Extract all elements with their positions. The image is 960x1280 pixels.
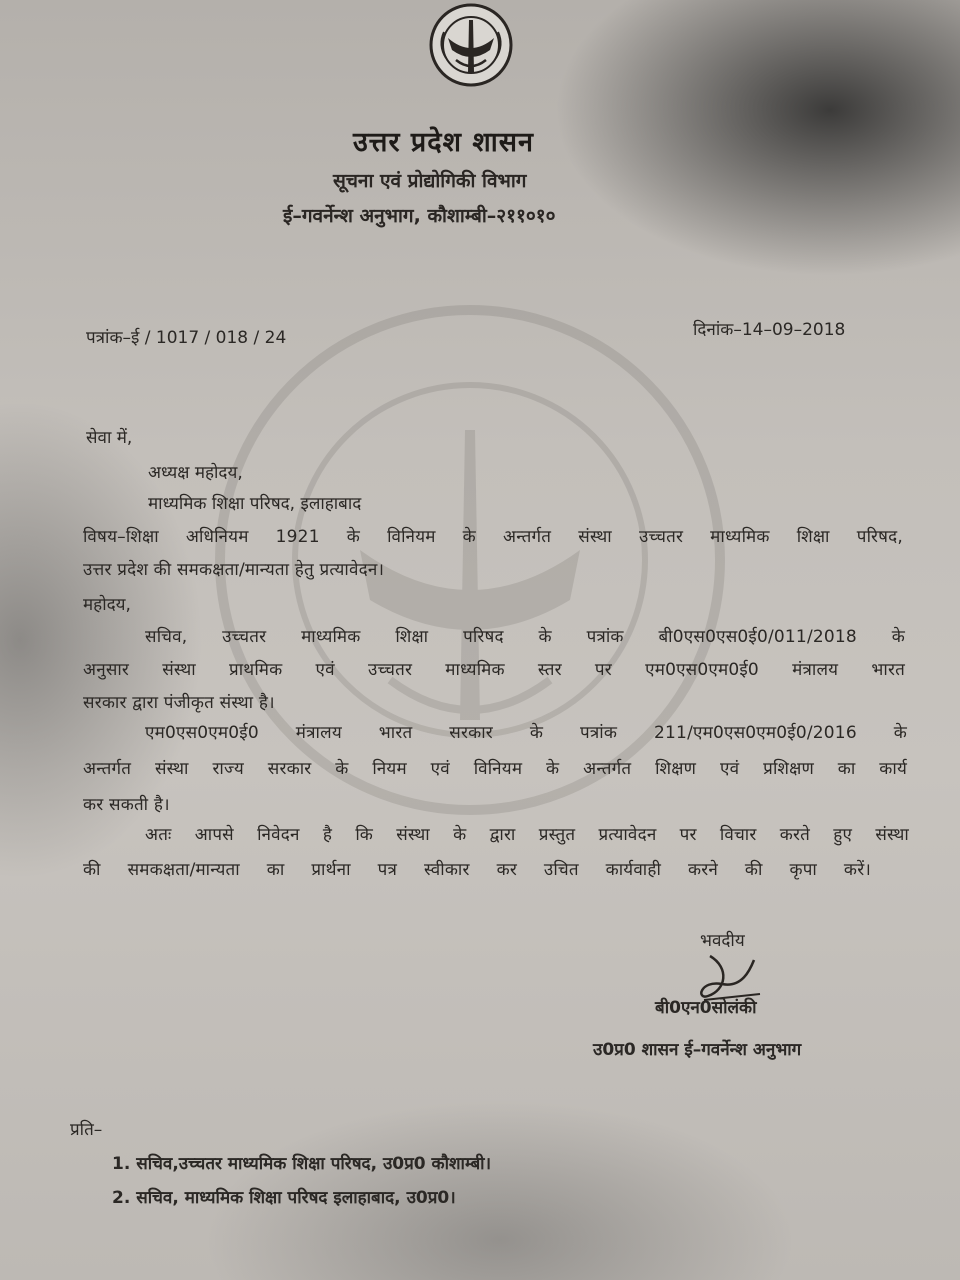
copy-to-item-1: 1. सचिव,उच्चतर माध्यमिक शिक्षा परिषद, उ0प्र0 कौशाम्बी। (112, 1154, 492, 1174)
letter-date: दिनांक–14–09–2018 (693, 320, 846, 340)
copy-to-item-2: 2. सचिव, माध्यमिक शिक्षा परिषद इलाहाबाद, उ0प्र0। (112, 1188, 456, 1208)
closing-remark: भवदीय (700, 931, 745, 951)
greeting: महोदय, (83, 595, 131, 615)
paragraph-1-line-1: सचिव, उच्चतर माध्यमिक शिक्षा परिषद के पत्रांक बी0एस0एस0ई0/011/2018 के (145, 627, 905, 647)
subject-line-2: उत्तर प्रदेश की समकक्षता/मान्यता हेतु प्रत्यावेदन। (83, 560, 385, 580)
paragraph-1-line-2: अनुसार संस्था प्राथमिक एवं उच्चतर माध्यमिक स्तर पर एम0एस0एम0ई0 मंत्रालय भारत (83, 660, 905, 680)
paragraph-3-line-1: अतः आपसे निवेदन है कि संस्था के द्वारा प्रस्तुत प्रत्यावेदन पर विचार करते हुए संस्था (145, 825, 909, 845)
paragraph-2-line-3: कर सकती है। (83, 795, 170, 815)
paragraph-2-line-1: एम0एस0एम0ई0 मंत्रालय भारत सरकार के पत्रांक 211/एम0एस0एम0ई0/2016 के (145, 723, 907, 743)
page-title: उत्तर प्रदेश शासन (353, 127, 534, 158)
section-name: ई–गवर्नेन्श अनुभाग, कौशाम्बी–२११०१० (283, 205, 556, 227)
up-government-emblem-icon (416, 2, 526, 92)
department-name: सूचना एवं प्रोद्योगिकी विभाग (333, 170, 527, 192)
paragraph-1-line-3: सरकार द्वारा पंजीकृत संस्था है। (83, 693, 275, 713)
copy-to-label: प्रति– (70, 1120, 103, 1140)
subject-line-1: विषय–शिक्षा अधिनियम 1921 के विनियम के अन्तर्गत संस्था उच्चतर माध्यमिक शिक्षा परिषद, (83, 527, 903, 547)
signatory-designation: उ0प्र0 शासन ई–गवर्नेन्श अनुभाग (593, 1040, 802, 1060)
paragraph-3-line-2: की समकक्षता/मान्यता का प्रार्थना पत्र स्वीकार कर उचित कार्यवाही करने की कृपा करें। (83, 860, 871, 880)
recipient-organization: माध्यमिक शिक्षा परिषद, इलाहाबाद (148, 494, 362, 514)
recipient-title: अध्यक्ष महोदय, (148, 463, 243, 483)
paragraph-2-line-2: अन्तर्गत संस्था राज्य सरकार के नियम एवं विनियम के अन्तर्गत शिक्षण एवं प्रशिक्षण का कार्य (83, 759, 907, 779)
signatory-name: बी0एन0सोलंकी (655, 998, 757, 1018)
reference-number: पत्रांक–ई / 1017 / 018 / 24 (86, 328, 287, 348)
salutation-to: सेवा में, (86, 428, 133, 448)
